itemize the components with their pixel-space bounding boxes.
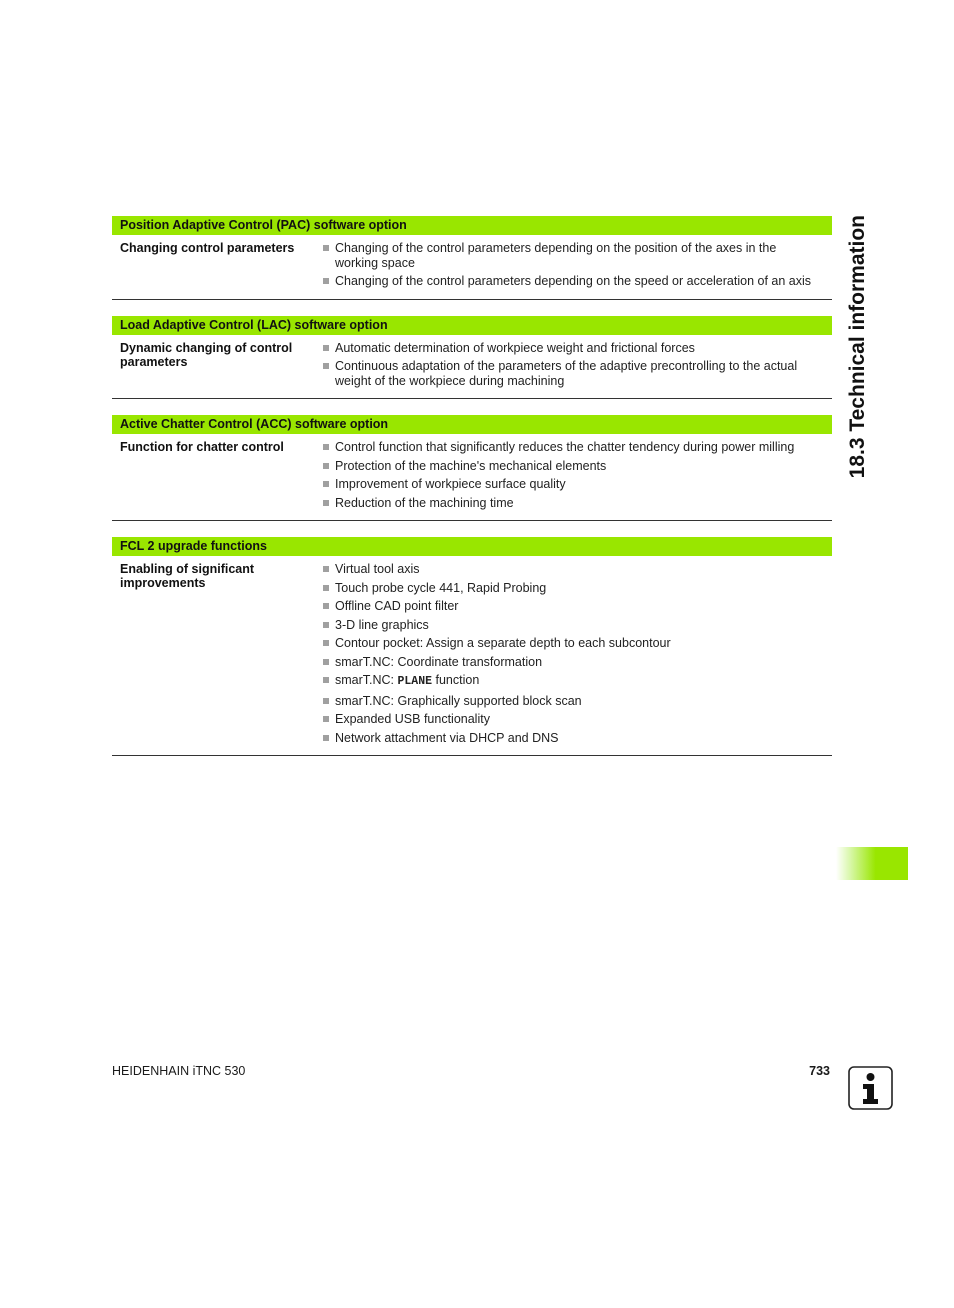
- square-bullet-icon: [323, 444, 329, 450]
- list-item: smarT.NC: Graphically supported block scan: [322, 694, 832, 709]
- square-bullet-icon: [323, 500, 329, 506]
- list-item: Virtual tool axis: [322, 562, 832, 577]
- list-item: Changing of the control parameters depending on the position of the axes in the working space: [322, 241, 832, 270]
- list-item: Touch probe cycle 441, Rapid Probing: [322, 581, 832, 596]
- square-bullet-icon: [323, 245, 329, 251]
- square-bullet-icon: [323, 716, 329, 722]
- section-label: Function for chatter control: [120, 440, 284, 454]
- list-item: Expanded USB functionality: [322, 712, 832, 727]
- page-number: 733: [809, 1064, 830, 1078]
- list-item: Control function that significantly reduces the chatter tendency during power milling: [322, 440, 832, 455]
- chapter-side-title: 18.3 Technical information: [846, 215, 869, 479]
- section-body: [112, 556, 832, 756]
- list-item: Improvement of workpiece surface quality: [322, 477, 832, 492]
- list-item: Contour pocket: Assign a separate depth to each subcontour: [322, 636, 832, 651]
- section-label: Dynamic changing of control parameters: [120, 340, 293, 369]
- list-item: Automatic determination of workpiece weight and frictional forces: [322, 341, 832, 356]
- section-items: [322, 560, 832, 749]
- section-pac: [112, 216, 832, 300]
- section-header: Load Adaptive Control (LAC) software option: [112, 316, 832, 335]
- square-bullet-icon: [323, 640, 329, 646]
- section-header: FCL 2 upgrade functions: [112, 537, 832, 556]
- square-bullet-icon: [323, 566, 329, 572]
- list-item: Protection of the machine's mechanical elements: [322, 459, 832, 474]
- square-bullet-icon: [323, 585, 329, 591]
- list-item: smarT.NC: PLANE function: [322, 673, 832, 690]
- chapter-tab-marker: [836, 847, 908, 880]
- list-item: Changing of the control parameters depending on the speed or acceleration of an axis: [322, 274, 832, 289]
- square-bullet-icon: [323, 659, 329, 665]
- list-item: 3-D line graphics: [322, 618, 832, 633]
- info-icon: [848, 1066, 893, 1110]
- technical-info-content: [112, 216, 832, 772]
- list-item: Network attachment via DHCP and DNS: [322, 731, 832, 746]
- section-label: Changing control parameters: [120, 241, 295, 255]
- list-item: Offline CAD point filter: [322, 599, 832, 614]
- section-body: [112, 434, 832, 521]
- footer-product-name: HEIDENHAIN iTNC 530: [112, 1064, 246, 1078]
- section-header: Position Adaptive Control (PAC) software option: [112, 216, 832, 235]
- square-bullet-icon: [323, 677, 329, 683]
- square-bullet-icon: [323, 278, 329, 284]
- square-bullet-icon: [323, 735, 329, 741]
- square-bullet-icon: [323, 363, 329, 369]
- section-body: [112, 235, 832, 300]
- plane-keyword: PLANE: [397, 675, 433, 688]
- section-items: [322, 239, 832, 293]
- square-bullet-icon: [323, 345, 329, 351]
- section-fcl2: [112, 537, 832, 756]
- list-item: Continuous adaptation of the parameters of the adaptive precontrolling to the actual weight of the workpiece during machining: [322, 359, 832, 388]
- section-items: [322, 339, 832, 393]
- section-label: Enabling of significant improvements: [120, 562, 255, 590]
- section-acc: [112, 415, 832, 521]
- section-items: [322, 438, 832, 514]
- square-bullet-icon: [323, 463, 329, 469]
- square-bullet-icon: [323, 481, 329, 487]
- square-bullet-icon: [323, 622, 329, 628]
- section-body: [112, 335, 832, 400]
- square-bullet-icon: [323, 603, 329, 609]
- section-header: Active Chatter Control (ACC) software option: [112, 415, 832, 434]
- list-item: Reduction of the machining time: [322, 496, 832, 511]
- square-bullet-icon: [323, 698, 329, 704]
- section-lac: [112, 316, 832, 400]
- list-item: smarT.NC: Coordinate transformation: [322, 655, 832, 670]
